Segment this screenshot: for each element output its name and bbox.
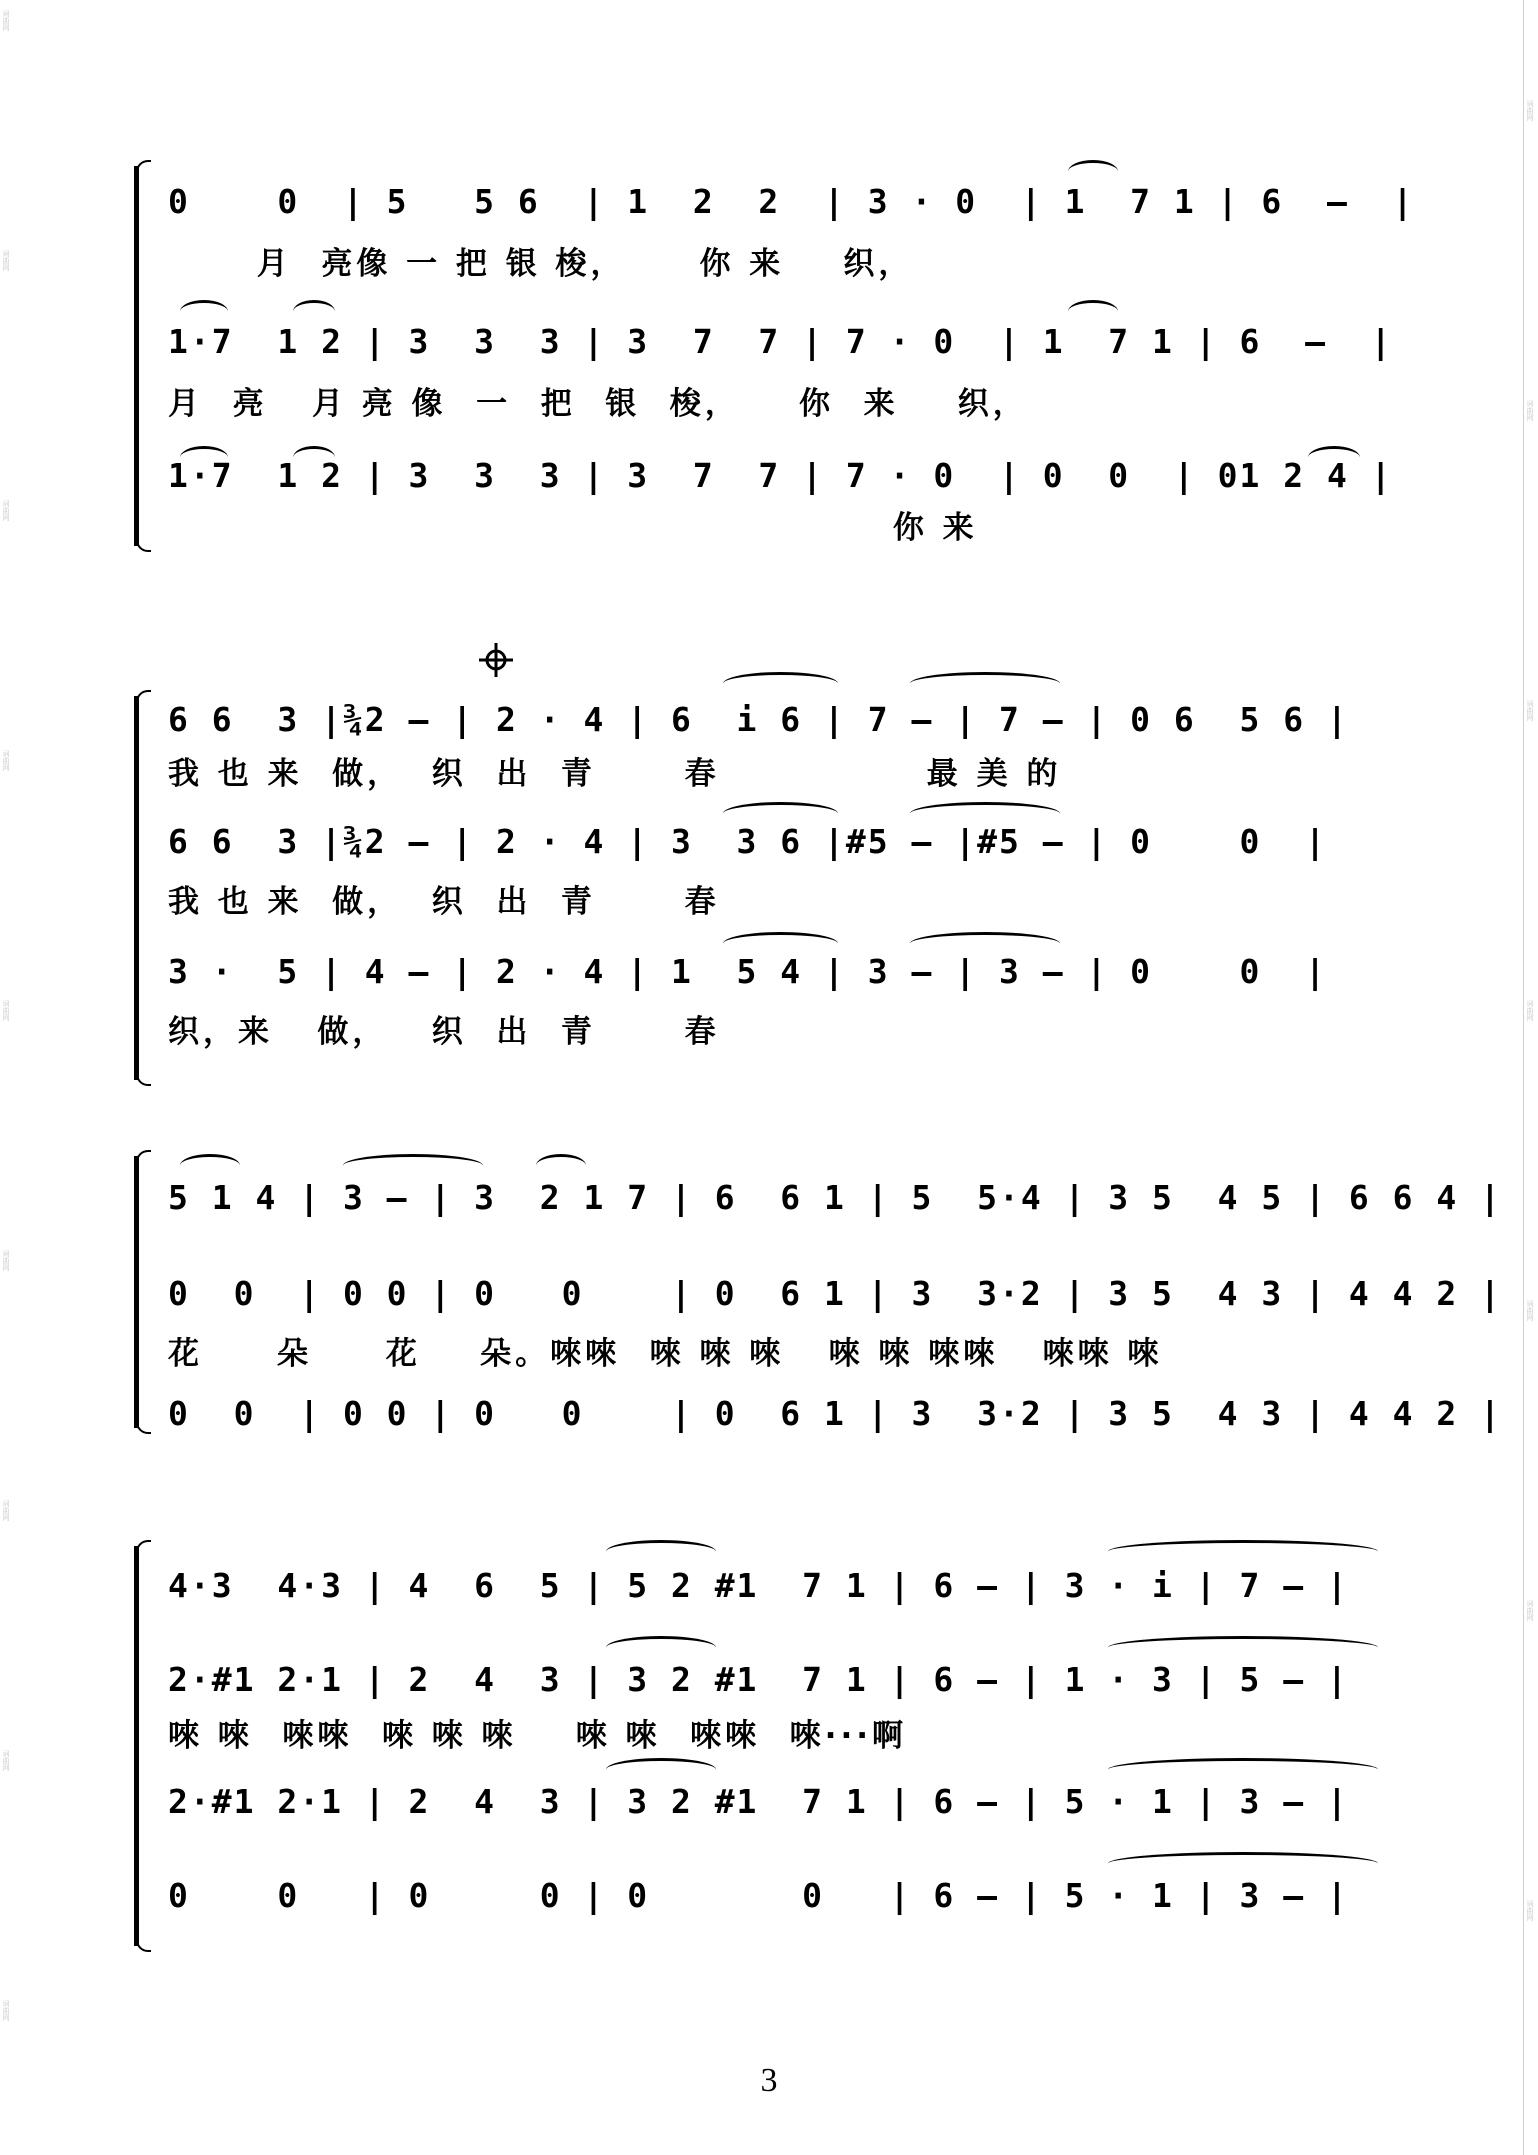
tie-slur <box>1308 446 1360 469</box>
notation-text: 6 6 3 |¾2 – | 2 · 4 | 3 3 6 |#5 – |#5 – | 0 0 | <box>168 822 1327 861</box>
side-watermark: 词曲网 <box>2 250 10 271</box>
notation-text: 1·7 1 2 | 3 3 3 | 3 7 7 | 7 · 0 | 1 7 1 | 6 – | <box>168 322 1393 361</box>
tie-slur <box>1108 1636 1378 1659</box>
right-watermark-strip <box>1523 0 1538 2155</box>
lyric-line: 唻 唻 唻唻 唻 唻 唻 唻 唻 唻唻 唻···啊 <box>168 1718 908 1754</box>
notation-line <box>168 1658 1400 1702</box>
notation-text: 2·#1 2·1 | 2 4 3 | 3 2 #1 7 1 | 6 – | 5 · 1 | 3 – | <box>168 1782 1349 1821</box>
tie-slur <box>606 1540 716 1563</box>
side-watermark: 词曲网 <box>2 10 10 31</box>
notation-line <box>168 820 1400 864</box>
notation-text: 1·7 1 2 | 3 3 3 | 3 7 7 | 7 · 0 | 0 0 | 01 2 4 | <box>168 456 1393 495</box>
side-watermark: 词曲网 <box>2 500 10 521</box>
tie-slur <box>180 1154 240 1177</box>
lyric-line: 花 朵 花 朵。唻唻 唻 唻 唻 唻 唻 唻唻 唻唻 唻 <box>168 1336 1163 1372</box>
page-number: 3 <box>760 2062 778 2099</box>
side-watermark: 词曲网 <box>2 1000 10 1021</box>
system-bracket <box>134 1540 150 1952</box>
score-system-4 <box>138 1540 1400 1952</box>
tie-slur <box>606 1758 716 1781</box>
score-system-3 <box>138 1150 1502 1434</box>
notation-line <box>168 180 1415 224</box>
tie-slur <box>180 446 228 469</box>
notation-line <box>168 698 1400 742</box>
system-bracket <box>134 690 150 1086</box>
lyric-line: 织，来 做， 织 出 青 春 <box>168 1014 720 1050</box>
lyric-line: 我 也 来 做， 织 出 青 春 <box>168 884 720 920</box>
coda-symbol-icon <box>478 642 514 678</box>
tie-slur <box>1108 1540 1378 1563</box>
tie-slur <box>606 1636 716 1659</box>
left-watermark-strip <box>0 0 14 2155</box>
score-system-2 <box>138 690 1400 1086</box>
side-watermark: 词曲网 <box>1526 1300 1534 1321</box>
notation-line <box>168 320 1400 364</box>
side-watermark: 词曲网 <box>2 1250 10 1271</box>
tie-slur <box>293 446 335 469</box>
lyric-line: 月 亮 月 亮 像 一 把 银 梭， 你 来 织， <box>168 386 1028 422</box>
side-watermark: 词曲网 <box>2 2000 10 2021</box>
tie-slur <box>1108 1758 1378 1781</box>
notation-text: 0 0 | 0 0 | 0 0 | 0 6 1 | 3 3·2 | 3 5 4 3 | 4 4 2 | <box>168 1394 1502 1433</box>
lyric-line: 你 来 <box>168 510 978 546</box>
notation-text: 0 0 | 0 0 | 0 0 | 6 – | 5 · 1 | 3 – | <box>168 1876 1349 1915</box>
side-watermark: 词曲网 <box>1526 1000 1534 1021</box>
side-watermark: 词曲网 <box>1526 400 1534 421</box>
side-watermark: 词曲网 <box>1526 700 1534 721</box>
system-bracket <box>134 1150 150 1434</box>
notation-text: 3 · 5 | 4 – | 2 · 4 | 1 5 4 | 3 – | 3 – | 0 0 | <box>168 952 1327 991</box>
notation-text: 0 0 | 0 0 | 0 0 | 0 6 1 | 3 3·2 | 3 5 4 3 | 4 4 2 | <box>168 1274 1502 1313</box>
tie-slur <box>910 672 1060 695</box>
system-bracket <box>134 160 150 552</box>
side-watermark: 词曲网 <box>2 1500 10 1521</box>
side-watermark: 词曲网 <box>1526 1600 1534 1621</box>
notation-line <box>168 454 1400 498</box>
tie-slur <box>1068 160 1118 183</box>
tie-slur <box>293 300 335 323</box>
tie-slur <box>180 300 228 323</box>
notation-line <box>168 1272 1502 1316</box>
tie-slur <box>1108 1852 1378 1875</box>
notation-line <box>168 1176 1502 1220</box>
side-watermark: 词曲网 <box>1526 100 1534 121</box>
side-watermark: 词曲网 <box>2 750 10 771</box>
notation-text: 0 0 | 5 5 6 | 1 2 2 | 3 · 0 | 1 7 1 | 6 – | <box>168 182 1415 221</box>
tie-slur <box>723 802 838 825</box>
lyric-line: 月 亮像 一 把 银 梭， 你 来 织， <box>168 246 914 282</box>
notation-text: 4·3 4·3 | 4 6 5 | 5 2 #1 7 1 | 6 – | 3 · i | 7 – | <box>168 1566 1349 1605</box>
tie-slur <box>536 1154 586 1177</box>
notation-line <box>168 950 1400 994</box>
notation-line <box>168 1780 1400 1824</box>
tie-slur <box>723 672 838 695</box>
tie-slur <box>910 802 1060 825</box>
score-system-1 <box>138 160 1415 552</box>
tie-slur <box>723 932 838 955</box>
tie-slur <box>1068 300 1118 323</box>
tie-slur <box>910 932 1060 955</box>
notation-line <box>168 1564 1400 1608</box>
notation-text: 5 1 4 | 3 – | 3 2 1 7 | 6 6 1 | 5 5·4 | 3 5 4 5 | 6 6 4 | <box>168 1178 1502 1217</box>
notation-text: 6 6 3 |¾2 – | 2 · 4 | 6 i 6 | 7 – | 7 – | 0 6 5 6 | <box>168 700 1349 739</box>
notation-text: 2·#1 2·1 | 2 4 3 | 3 2 #1 7 1 | 6 – | 1 · 3 | 5 – | <box>168 1660 1349 1699</box>
lyric-line: 我 也 来 做， 织 出 青 春 最 美 的 <box>168 756 1062 792</box>
side-watermark: 词曲网 <box>2 1750 10 1771</box>
notation-line <box>168 1392 1502 1436</box>
notation-line <box>168 1874 1400 1918</box>
side-watermark: 词曲网 <box>1526 1900 1534 1921</box>
tie-slur <box>343 1154 483 1177</box>
